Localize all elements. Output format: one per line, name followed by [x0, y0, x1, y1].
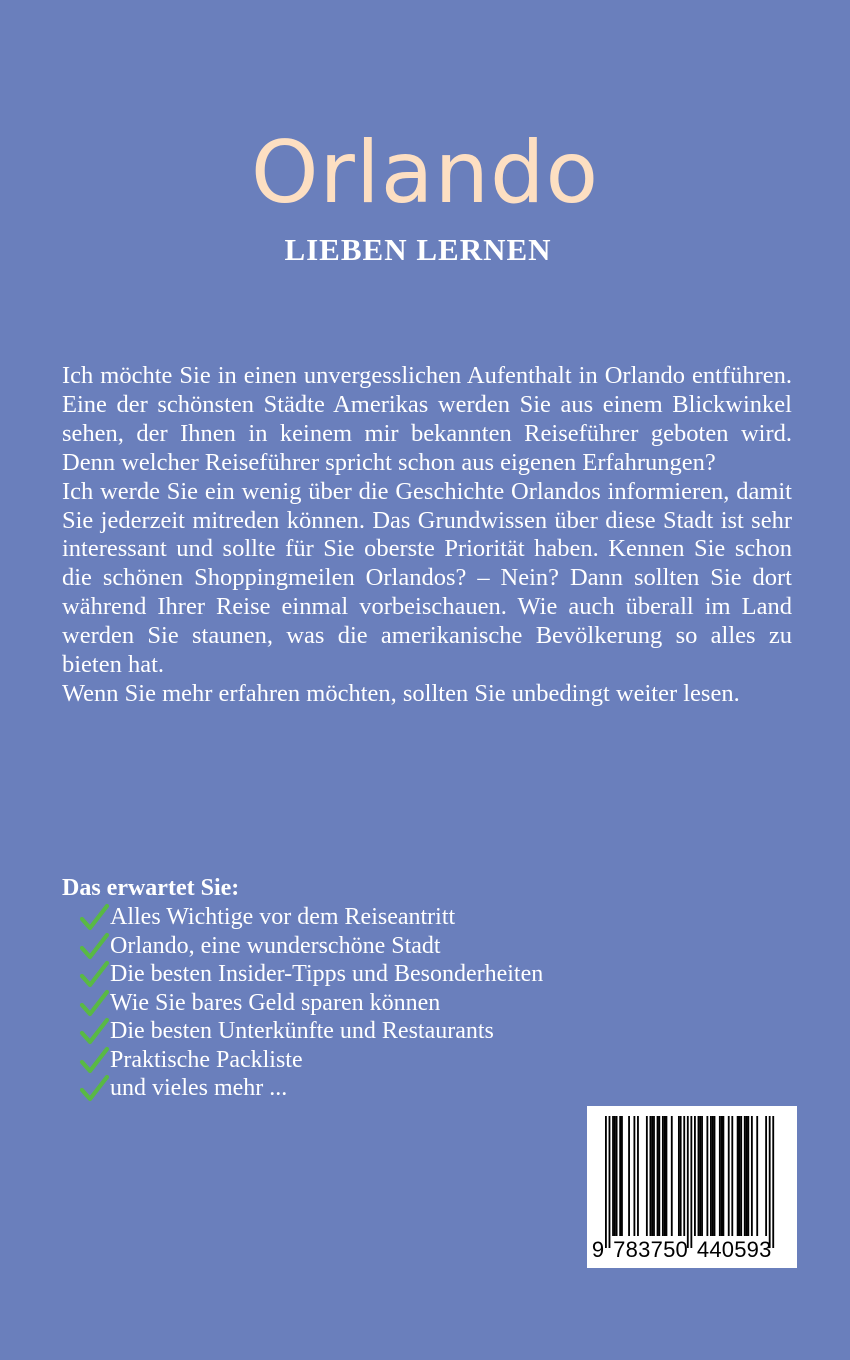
barcode-bar — [701, 1116, 703, 1236]
checkmark-icon — [78, 932, 110, 960]
barcode-bar — [680, 1116, 682, 1236]
book-subtitle: LIEBEN LERNEN — [284, 232, 552, 267]
checkmark-icon — [78, 1017, 110, 1045]
checkmark-icon — [78, 1046, 110, 1074]
blurb-paragraph-3: Wenn Sie mehr erfahren möchten, sollten Sie unbedingt weiter lesen. — [62, 679, 740, 707]
barcode-bar — [722, 1116, 724, 1236]
feature-item — [78, 1017, 543, 1046]
barcode-bar — [651, 1116, 653, 1236]
barcode-bar — [756, 1116, 758, 1236]
barcode-digit: 5 — [663, 1237, 676, 1262]
barcode-bar — [744, 1116, 746, 1236]
barcode-digit: 5 — [734, 1237, 747, 1262]
barcode-digit: 4 — [709, 1237, 722, 1262]
barcode-bar — [769, 1116, 771, 1248]
feature-item-label: Alles Wichtige vor dem Reiseantritt — [110, 904, 456, 930]
barcode-bar — [706, 1116, 708, 1236]
feature-item-label: Die besten Insider-Tipps und Besonderheiten — [110, 961, 544, 987]
feature-item-label: Orlando, eine wunderschöne Stadt — [110, 932, 441, 959]
checkmark-icon — [78, 989, 110, 1017]
barcode-bar — [628, 1116, 630, 1236]
barcode-bar — [721, 1116, 723, 1236]
barcode-bar — [740, 1116, 742, 1236]
barcode-digit: 9 — [591, 1237, 605, 1262]
barcode-bar — [746, 1116, 748, 1236]
barcode-bar — [605, 1116, 607, 1248]
barcode-digit: 7 — [650, 1237, 663, 1262]
barcode-bar — [678, 1116, 680, 1236]
feature-item-label: Die besten Unterkünfte und Restaurants — [110, 1018, 494, 1044]
barcode-bar — [747, 1116, 749, 1236]
barcode-digit: 0 — [675, 1237, 688, 1262]
barcode-bar — [658, 1116, 660, 1236]
checkmark-icon — [78, 1074, 110, 1102]
feature-list-heading: Das erwartet Sie: — [62, 875, 240, 901]
barcode-bar — [609, 1116, 611, 1248]
feature-list — [78, 903, 543, 1103]
checkmark-icon — [78, 960, 110, 988]
checkmark-icon — [78, 903, 110, 931]
barcode-digit: 3 — [759, 1237, 772, 1262]
barcode-bar — [739, 1116, 741, 1236]
barcode-bar — [772, 1116, 774, 1248]
feature-item — [78, 1074, 543, 1103]
feature-item-label: Praktische Packliste — [110, 1046, 303, 1073]
barcode-bar — [646, 1116, 648, 1236]
barcode-digit: 7 — [613, 1237, 626, 1262]
barcode-bar — [612, 1116, 614, 1236]
barcode-digit: 0 — [721, 1237, 735, 1262]
blurb-paragraph-2: Ich werde Sie ein wenig über die Geschichte Orlandos informieren, damit Sie jederzeit mitreden können. Das Grundwissen über diese Stadt ist sehr interessant und sollte für Sie oberste Priorität haben. Kennen Sie schon die schönen Shoppingmeilen Orlandos? – Nein? Dann sollten Sie dort während Ihrer Reise einmal vorbeischauen. Wie auch überall im Land werden Sie staunen, was die amerikanische Bevölkerung so alles zu bieten hat. — [62, 477, 792, 679]
feature-item — [78, 989, 543, 1018]
barcode-bar — [714, 1116, 716, 1236]
barcode-digit: 4 — [696, 1237, 710, 1262]
barcode-bar — [619, 1116, 621, 1236]
barcode-bar — [731, 1116, 733, 1236]
barcode-bar — [712, 1116, 714, 1236]
barcode-bar — [683, 1116, 685, 1236]
barcode-bar — [653, 1116, 655, 1236]
barcode-bar — [690, 1116, 692, 1248]
barcode-bar — [621, 1116, 623, 1236]
barcode-bar — [614, 1116, 616, 1236]
barcode-digit: 9 — [746, 1237, 759, 1262]
barcode-bar — [699, 1116, 701, 1236]
isbn-barcode — [587, 1106, 797, 1268]
barcode-bar — [719, 1116, 721, 1236]
barcode-bar — [637, 1116, 639, 1236]
barcode-bar — [671, 1116, 673, 1236]
feature-item-label: und vieles mehr ... — [110, 1075, 288, 1101]
barcode-bar — [694, 1116, 696, 1236]
barcode-digit: 3 — [638, 1237, 651, 1262]
feature-item — [78, 903, 543, 932]
barcode-bar — [751, 1116, 753, 1236]
barcode-bar — [633, 1116, 635, 1236]
barcode-bar — [737, 1116, 739, 1236]
feature-item — [78, 932, 543, 961]
blurb-paragraph-1: Ich möchte Sie in einen unvergesslichen Aufenthalt in Orlando entführen. Eine der schönsten Städte Amerikas werden Sie aus einem Blickwinkel sehen, der Ihnen in keinem mir bekannten Reiseführer geboten wird. Denn welcher Reiseführer spricht schon aus eigenen Erfahrungen? — [62, 362, 792, 476]
book-title: Orlando — [250, 123, 600, 223]
barcode-bar — [687, 1116, 689, 1248]
barcode-bar — [657, 1116, 659, 1236]
barcode-bar — [616, 1116, 618, 1236]
barcode-bar — [662, 1116, 664, 1236]
feature-item — [78, 960, 543, 989]
barcode-bar — [666, 1116, 668, 1236]
barcode-bar — [728, 1116, 730, 1236]
feature-item — [78, 1046, 543, 1075]
barcode-bar — [698, 1116, 700, 1236]
feature-item-label: Wie Sie bares Geld sparen können — [110, 989, 441, 1016]
barcode-bar — [664, 1116, 666, 1236]
barcode-bar — [710, 1116, 712, 1236]
blurb-text — [62, 362, 792, 709]
barcode-bar — [765, 1116, 767, 1236]
barcode-bar — [650, 1116, 652, 1236]
barcode-digit: 8 — [625, 1237, 638, 1262]
